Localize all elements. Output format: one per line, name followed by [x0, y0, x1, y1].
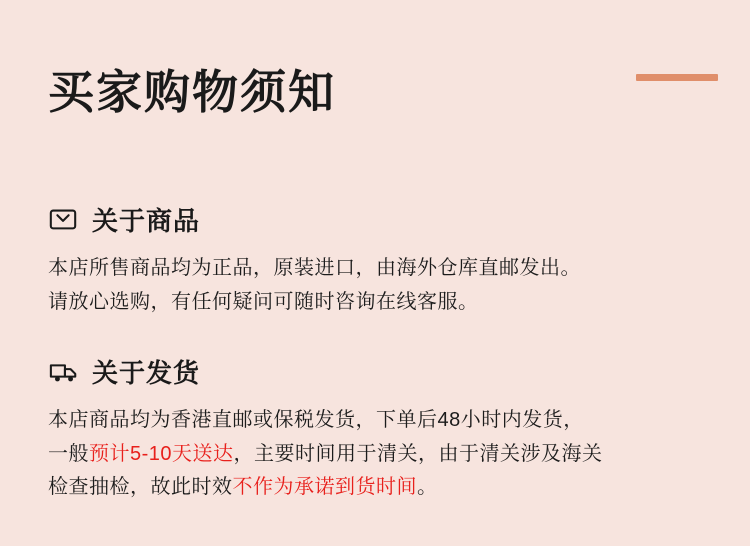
paragraph-line — [48, 252, 708, 286]
paragraph-line — [48, 438, 708, 472]
section-about-goods — [48, 200, 708, 319]
text-run: 检查抽检，故此时效 — [48, 476, 233, 499]
section-title: 关于商品 — [92, 205, 201, 236]
text-run: ，主要时间用于清关，由于清关涉及海关 — [233, 442, 603, 465]
text-run: 。 — [417, 476, 438, 499]
section-about-shipping — [48, 352, 708, 505]
page-title: 买家购物须知 — [48, 66, 336, 118]
text-run: 一般 — [48, 442, 89, 465]
highlight-text-delivery-estimate: 预计5-10天送达 — [89, 442, 234, 465]
section-body — [48, 252, 708, 319]
section-title: 关于发货 — [92, 357, 201, 388]
delivery-truck-icon — [48, 356, 78, 386]
text-run: 请放心选购，有任何疑问可随时咨询在线客服。 — [48, 290, 479, 313]
accent-bar-decoration — [636, 74, 718, 81]
text-run: 本店所售商品均为正品，原装进口，由海外仓库直邮发出。 — [48, 257, 581, 279]
shopping-bag-icon — [48, 204, 78, 234]
paragraph-line — [48, 286, 708, 320]
paragraph-line — [48, 471, 708, 505]
text-run: 本店商品均为香港直邮或保税发货，下单后48小时内发货， — [48, 409, 584, 431]
highlight-text-no-guarantee: 不作为承诺到货时间 — [232, 476, 417, 499]
section-body — [48, 404, 708, 505]
paragraph-line — [48, 404, 708, 438]
section-header — [48, 200, 708, 238]
section-header — [48, 352, 708, 390]
